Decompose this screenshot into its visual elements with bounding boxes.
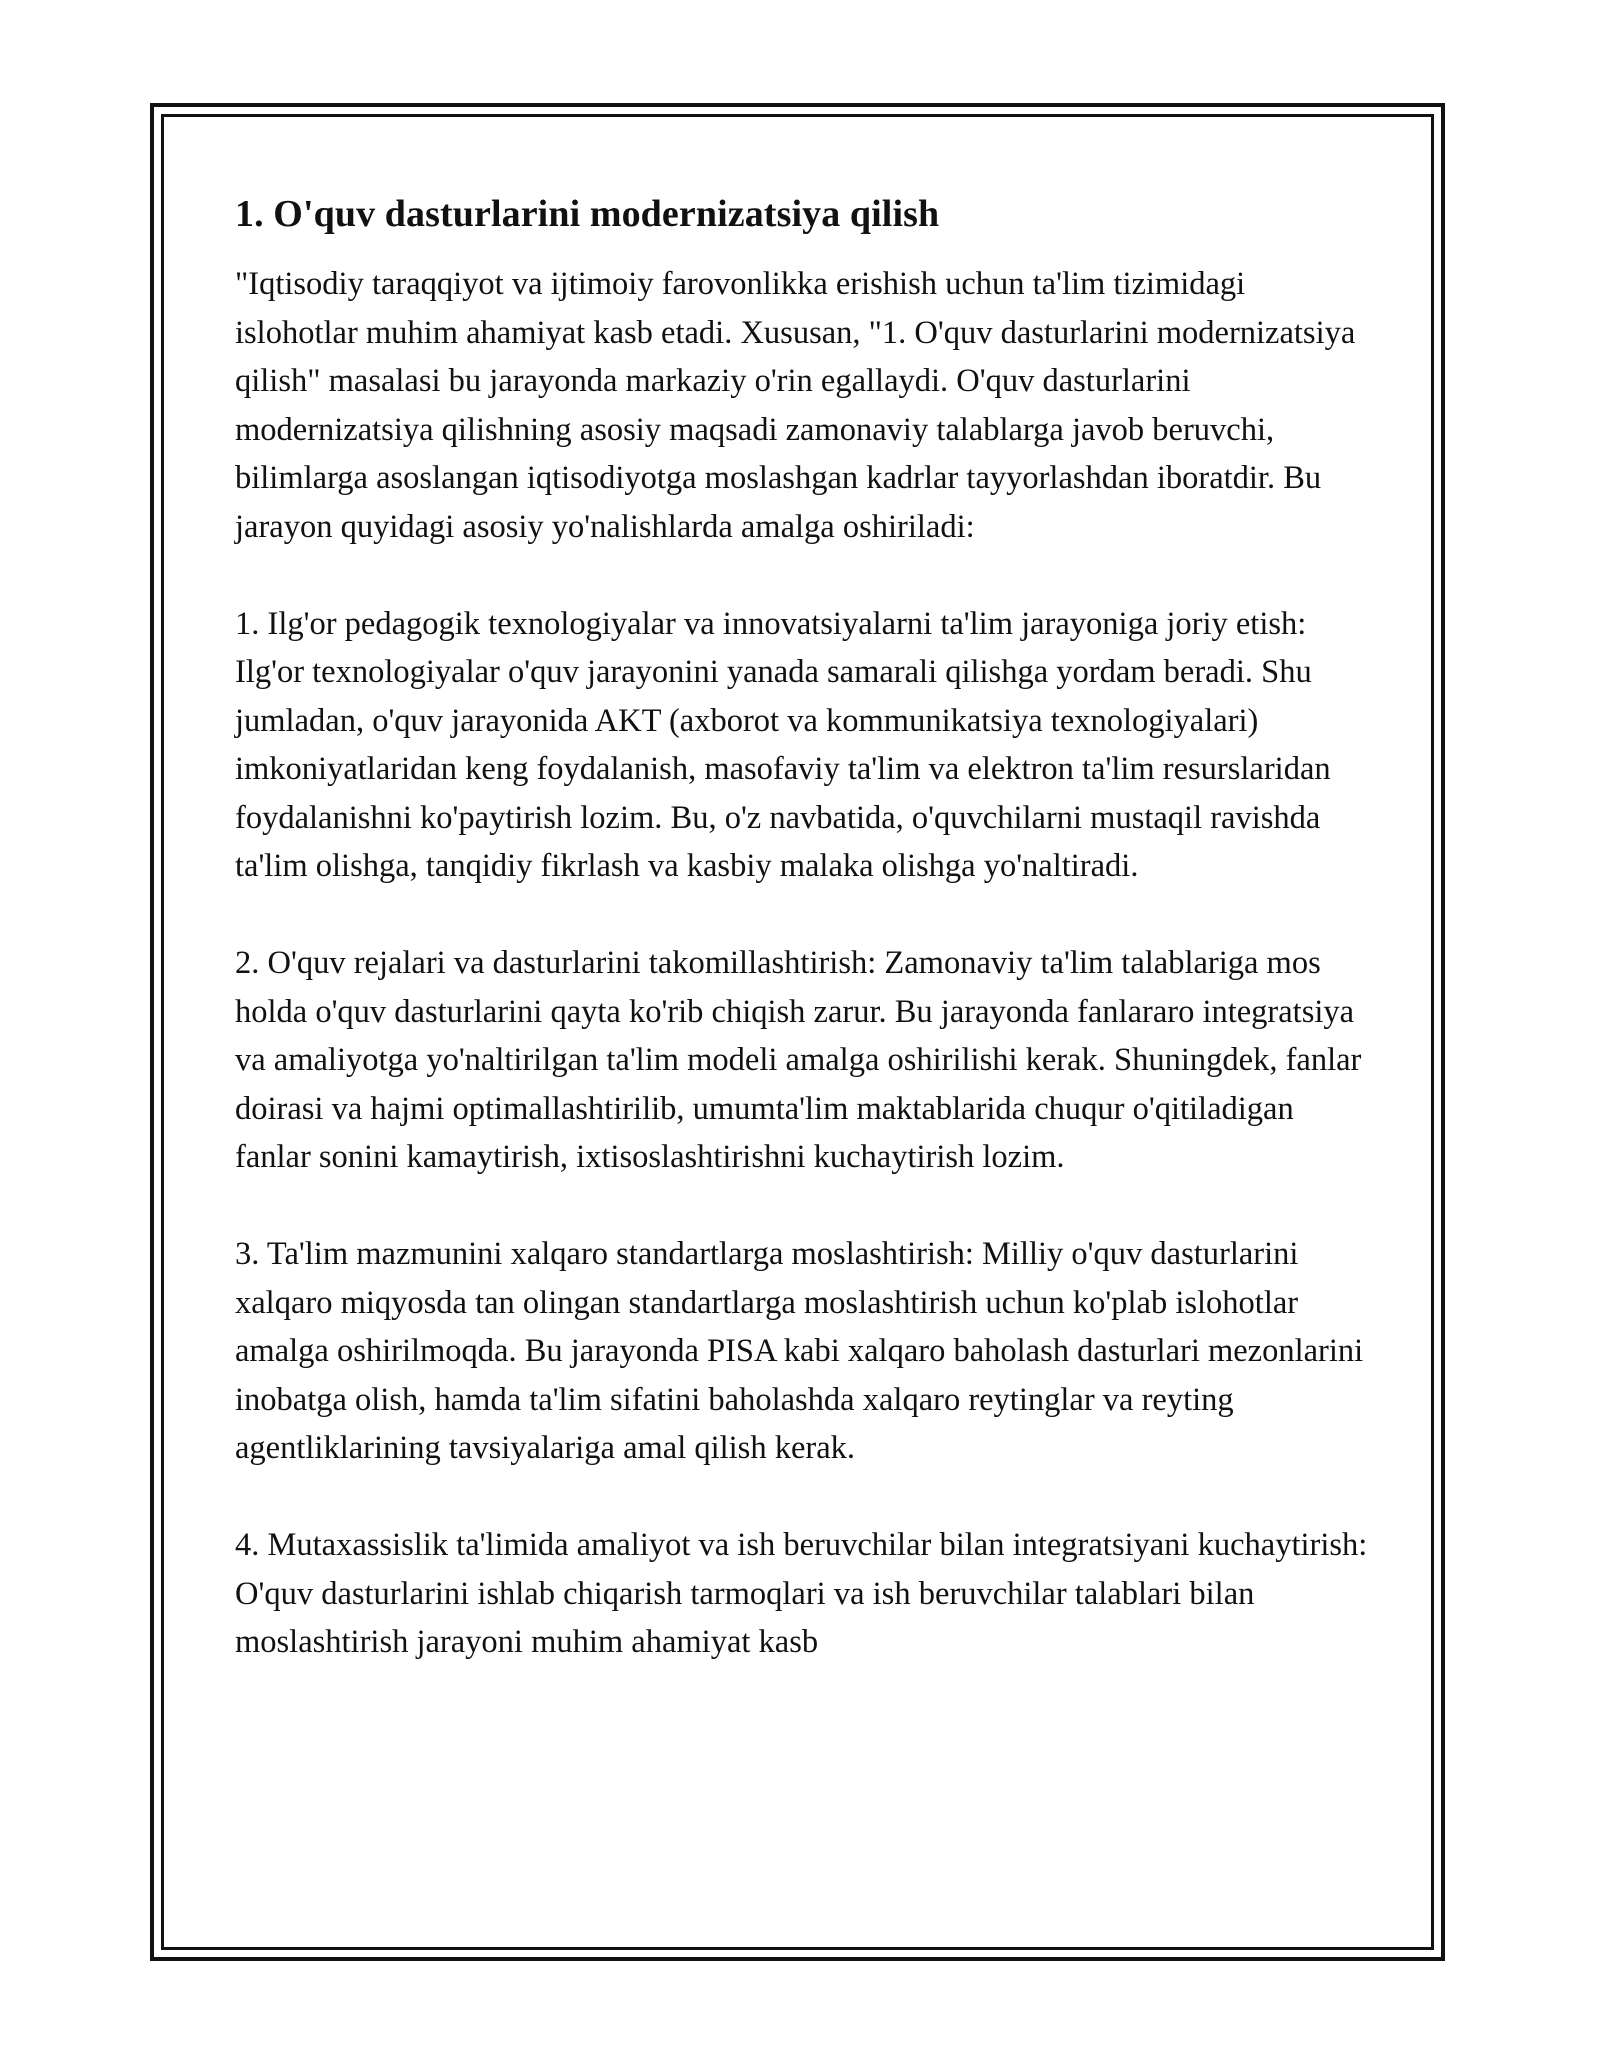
point-4-paragraph: 4. Mutaxassislik ta'limida amaliyot va ish beruvchilar bilan integratsiyani kuchaytirish: O'quv dasturlarini ishlab chiqarish tarmoqlari va ish beruvchilar talablari bilan moslashtirish jarayoni muhim ahamiyat kasb [235,1527,1368,1660]
point-3-paragraph: 3. Ta'lim mazmunini xalqaro standartlarga moslashtirish: Milliy o'quv dasturlarini xalqaro miqyosda tan olingan standartlarga moslashtirish uchun ko'plab islohotlar amalga oshirilmoqda. Bu jarayonda PISA kabi xalqaro baholash dasturlari mezonlarini inobatga olish, hamda ta'lim sifatini baholashda xalqaro reytinglar va reyting agentliklarining tavsiyalariga amal qilish kerak. [235,1236,1364,1466]
intro-paragraph: "Iqtisodiy taraqqiyot va ijtimoiy farovonlikka erishish uchun ta'lim tizimidagi islohotlar muhim ahamiyat kasb etadi. Xususan, "1. O'quv dasturlarini modernizatsiya qilish" masalasi bu jarayonda markaziy o'rin egallaydi. O'quv dasturlarini modernizatsiya qilishning asosiy maqsadi zamonaviy talablarga javob beruvchi, bilimlarga asoslangan iqtisodiyotga moslashgan kadrlar tayyorlashdan iboratdir. Bu jarayon quyidagi asosiy yo'nalishlarda amalga oshiriladi: [235,266,1356,545]
section-heading: 1. O'quv dasturlarini modernizatsiya qilish [235,193,940,235]
point-2-paragraph: 2. O'quv rejalari va dasturlarini takomillashtirish: Zamonaviy ta'lim talablariga mos holda o'quv dasturlarini qayta ko'rib chiqish zarur. Bu jarayonda fanlararo integratsiya va amaliyotga yo'naltirilgan ta'lim modeli amalga oshirilishi kerak. Shuningdek, fanlar doirasi va hajmi optimallashtirilib, umumta'lim maktablarida chuqur o'qitiladigan fanlar sonini kamaytirish, ixtisoslashtirishni kuchaytirish lozim. [235,945,1362,1175]
point-1-paragraph: 1. Ilg'or pedagogik texnologiyalar va innovatsiyalarni ta'lim jarayoniga joriy etish: Ilg'or texnologiyalar o'quv jarayonini yanada samarali qilishga yordam beradi. Shu jumladan, o'quv jarayonida AKT (axborot va kommunikatsiya texnologiyalari) imkoniyatlaridan keng foydalanish, masofaviy ta'lim va elektron ta'lim resurslaridan foydalanishni ko'paytirish lozim. Bu, o'z navbatida, o'quvchilarni mustaqil ravishda ta'lim olishga, tanqidiy fikrlash va kasbiy malaka olishga yo'naltiradi. [235,605,1331,884]
document-body [235,190,1375,1715]
